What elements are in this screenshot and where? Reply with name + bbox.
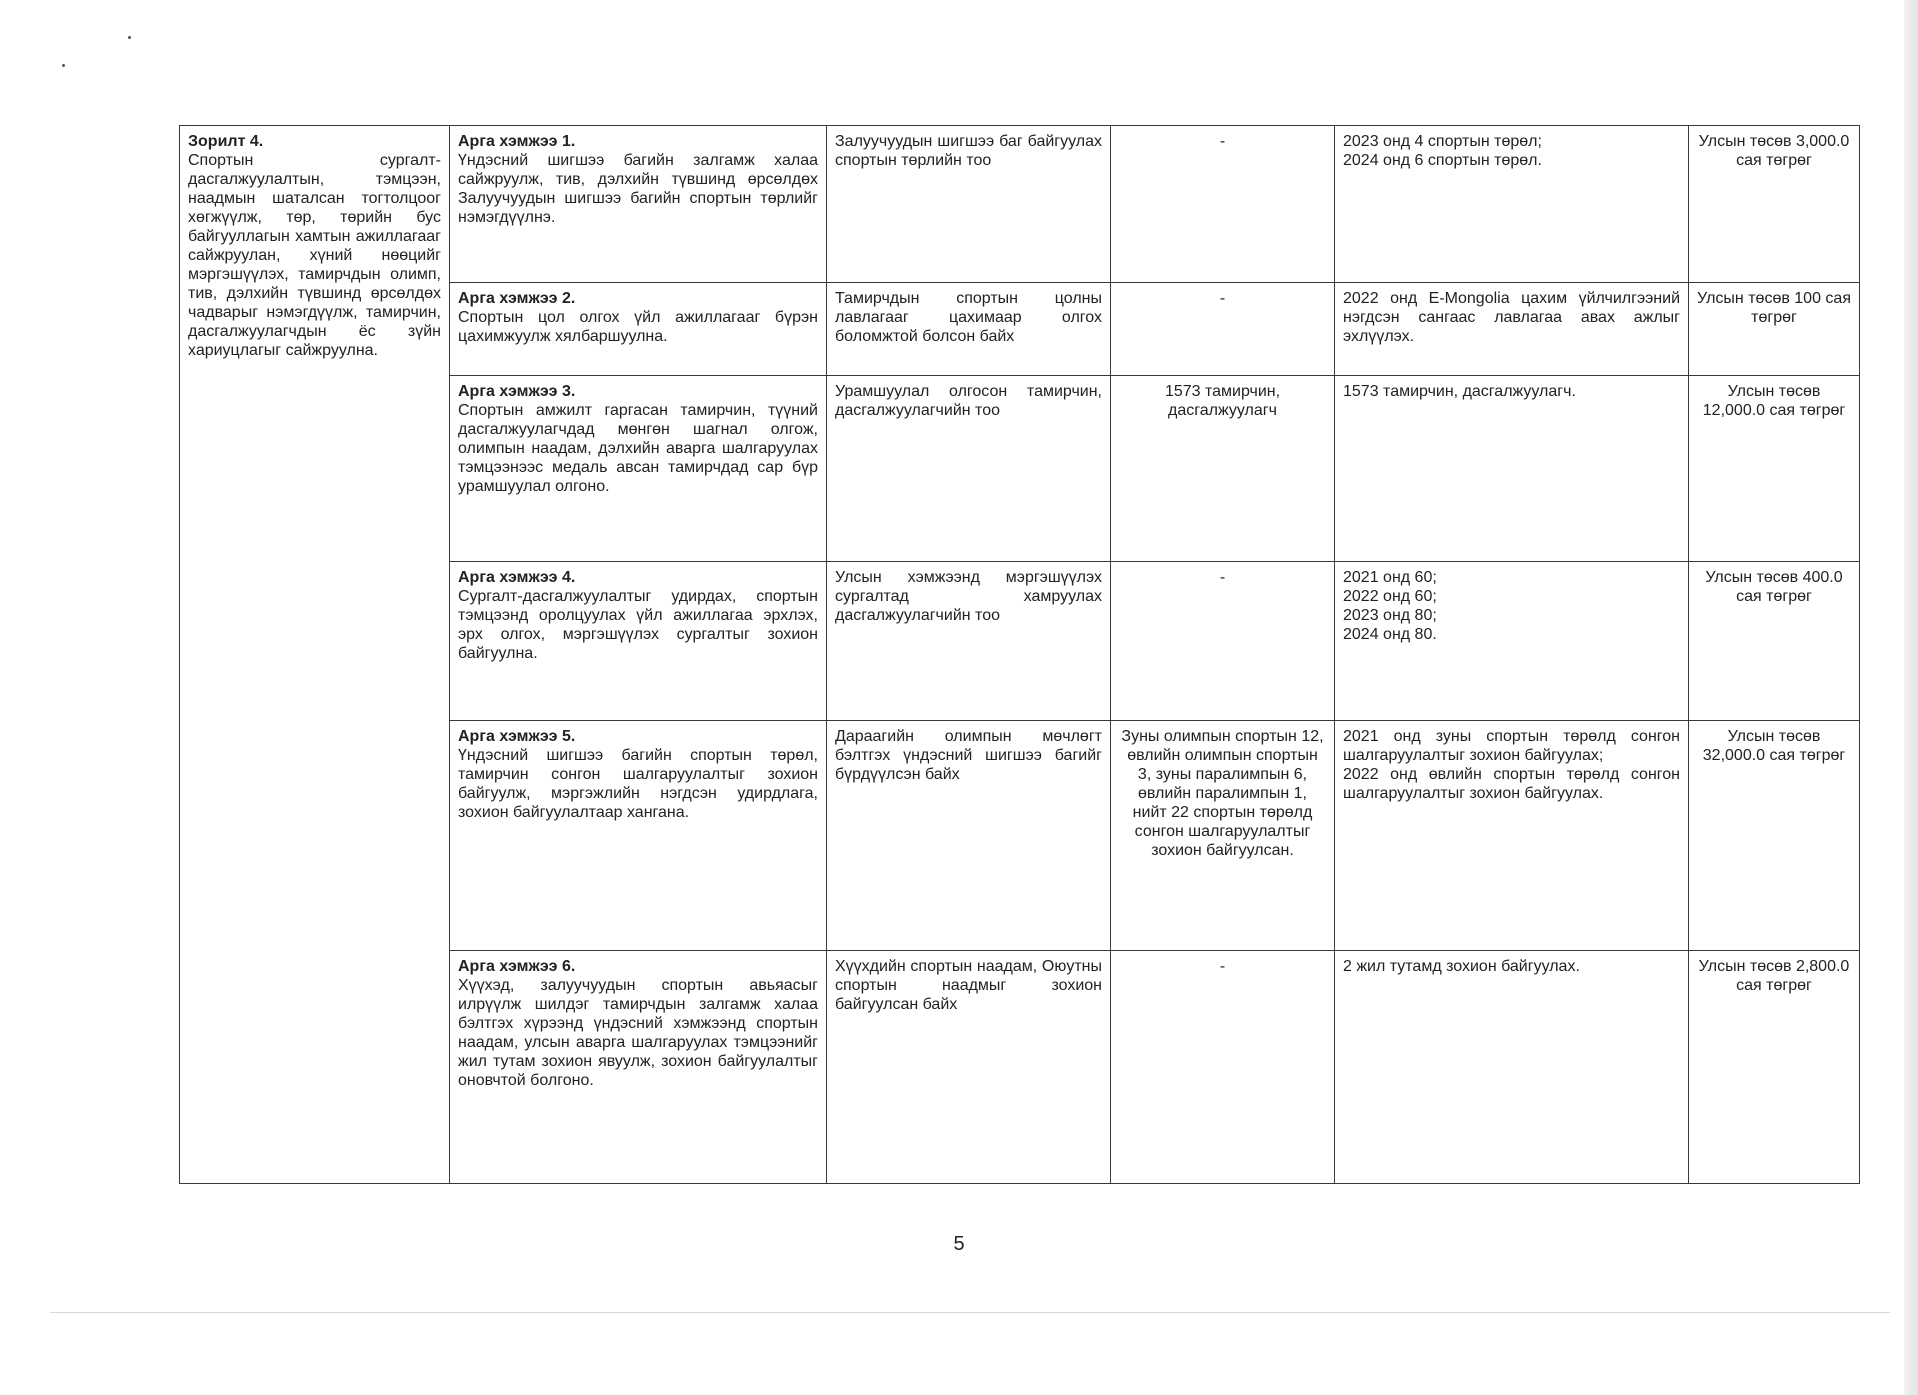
indicator-cell: Урамшуулал олгосон тамирчин, дасгалжуулагчийн тоо [827, 376, 1111, 562]
measure-text: Үндэсний шигшээ багийн залгамж халаа сайжруулж, тив, дэлхийн түвшинд өрсөлдөх Залуучуудын шигшээ багийн спортын төрлийг нэмэгдүүлнэ. [458, 152, 818, 226]
baseline-cell: - [1111, 283, 1335, 376]
baseline-cell: - [1111, 562, 1335, 721]
budget-cell: Улсын төсөв 100 сая төгрөг [1689, 283, 1860, 376]
measure-cell [450, 721, 827, 951]
budget-cell: Улсын төсөв 12,000.0 сая төгрөг [1689, 376, 1860, 562]
action-plan-table [179, 125, 1860, 1184]
measure-cell [450, 126, 827, 283]
measure-title: Арга хэмжээ 2. [458, 290, 576, 307]
indicator-cell: Хүүхдийн спортын наадам, Оюутны спортын наадмыг зохион байгуулсан байх [827, 951, 1111, 1184]
indicator-cell: Дараагийн олимпын мөчлөгт бэлтгэх үндэсний шигшээ багийг бүрдүүлсэн байх [827, 721, 1111, 951]
target-cell: 2023 онд 4 спортын төрөл; 2024 онд 6 спортын төрөл. [1335, 126, 1689, 283]
budget-cell: Улсын төсөв 2,800.0 сая төгрөг [1689, 951, 1860, 1184]
scan-line [50, 1312, 1890, 1313]
target-cell: 1573 тамирчин, дасгалжуулагч. [1335, 376, 1689, 562]
measure-title: Арга хэмжээ 6. [458, 958, 576, 975]
budget-cell: Улсын төсөв 400.0 сая төгрөг [1689, 562, 1860, 721]
target-cell: 2021 онд зуны спортын төрөлд сонгон шалгаруулалтыг зохион байгуулах; 2022 онд өвлийн спортын төрөлд сонгон шалгаруулалтыг зохион байгуулах. [1335, 721, 1689, 951]
measure-text: Үндэсний шигшээ багийн спортын төрөл, тамирчин сонгон шалгаруулалтыг зохион байгуулж, мэргэжлийн нэгдсэн удирдлага, зохион байгуулалтаар хангана. [458, 747, 818, 821]
baseline-cell: - [1111, 951, 1335, 1184]
measure-title: Арга хэмжээ 4. [458, 569, 576, 586]
table-row [180, 126, 1860, 283]
objective-title: Зорилт 4. [188, 133, 264, 150]
objective-cell [180, 126, 450, 1184]
baseline-cell: 1573 тамирчин, дасгалжуулагч [1111, 376, 1335, 562]
baseline-cell: Зуны олимпын спортын 12, өвлийн олимпын спортын 3, зуны паралимпын 6, өвлийн паралимпын 1, нийт 22 спортын төрөлд сонгон шалгаруулалтыг зохион байгуулсан. [1111, 721, 1335, 951]
measure-cell [450, 376, 827, 562]
indicator-cell: Залуучуудын шигшээ баг байгуулах спортын төрлийн тоо [827, 126, 1111, 283]
scan-edge [1904, 0, 1918, 1395]
indicator-cell: Тамирчдын спортын цолны лавлагааг цахимаар олгох боломжтой болсон байх [827, 283, 1111, 376]
measure-text: Сургалт-дасгалжуулалтыг удирдах, спортын тэмцээнд оролцуулах үйл ажиллагаа эрхлэх, эрх олгох, мэргэшүүлэх сургалтыг зохион байгуулна. [458, 588, 818, 662]
scan-speck [128, 36, 131, 39]
objective-text: Спортын сургалт-дасгалжуулалтын, тэмцээн, наадмын шаталсан тогтолцоог хөгжүүлж, төр, төрийн бус байгууллагын хамтын ажиллагааг сайжруулан, хүний нөөцийг мэргэшүүлэх, тамирчдын олимп, тив, дэлхийн түвшинд өрсөлдөх чадварыг нэмэгдүүлж, тамирчин, дасгалжуулагчдын ёс зүйн хариуцлагыг сайжруулна. [188, 152, 441, 359]
measure-cell [450, 283, 827, 376]
measure-text: Хүүхэд, залуучуудын спортын авьяасыг илрүүлж шилдэг тамирчдын залгамж халаа бэлтгэх хүрээнд үндэсний хэмжээнд спортын наадам, улсын аварга шалгаруулах тэмцээнийг жил тутам зохион явуулж, зохион байгуулалтыг оновчтой болгоно. [458, 977, 818, 1089]
baseline-cell: - [1111, 126, 1335, 283]
target-cell: 2021 онд 60; 2022 онд 60; 2023 онд 80; 2024 онд 80. [1335, 562, 1689, 721]
measure-title: Арга хэмжээ 3. [458, 383, 576, 400]
scan-speck [62, 64, 65, 67]
measure-cell [450, 951, 827, 1184]
page-number: 5 [953, 1233, 965, 1255]
target-cell: 2 жил тутамд зохион байгуулах. [1335, 951, 1689, 1184]
budget-cell: Улсын төсөв 32,000.0 сая төгрөг [1689, 721, 1860, 951]
measure-cell [450, 562, 827, 721]
measure-text: Спортын амжилт гаргасан тамирчин, түүний дасгалжуулагчдад мөнгөн шагнал олгож, олимпын наадам, дэлхийн аварга шалгаруулах тэмцээнээс медаль авсан тамирчдад сар бүр урамшуулал олгоно. [458, 402, 818, 495]
measure-text: Спортын цол олгох үйл ажиллагааг бүрэн цахимжуулж хялбаршуулна. [458, 309, 818, 345]
indicator-cell: Улсын хэмжээнд мэргэшүүлэх сургалтад хамруулах дасгалжуулагчийн тоо [827, 562, 1111, 721]
budget-cell: Улсын төсөв 3,000.0 сая төгрөг [1689, 126, 1860, 283]
target-cell: 2022 онд E-Mongolia цахим үйлчилгээний нэгдсэн сангаас лавлагаа авах ажлыг эхлүүлэх. [1335, 283, 1689, 376]
measure-title: Арга хэмжээ 5. [458, 728, 576, 745]
measure-title: Арга хэмжээ 1. [458, 133, 576, 150]
